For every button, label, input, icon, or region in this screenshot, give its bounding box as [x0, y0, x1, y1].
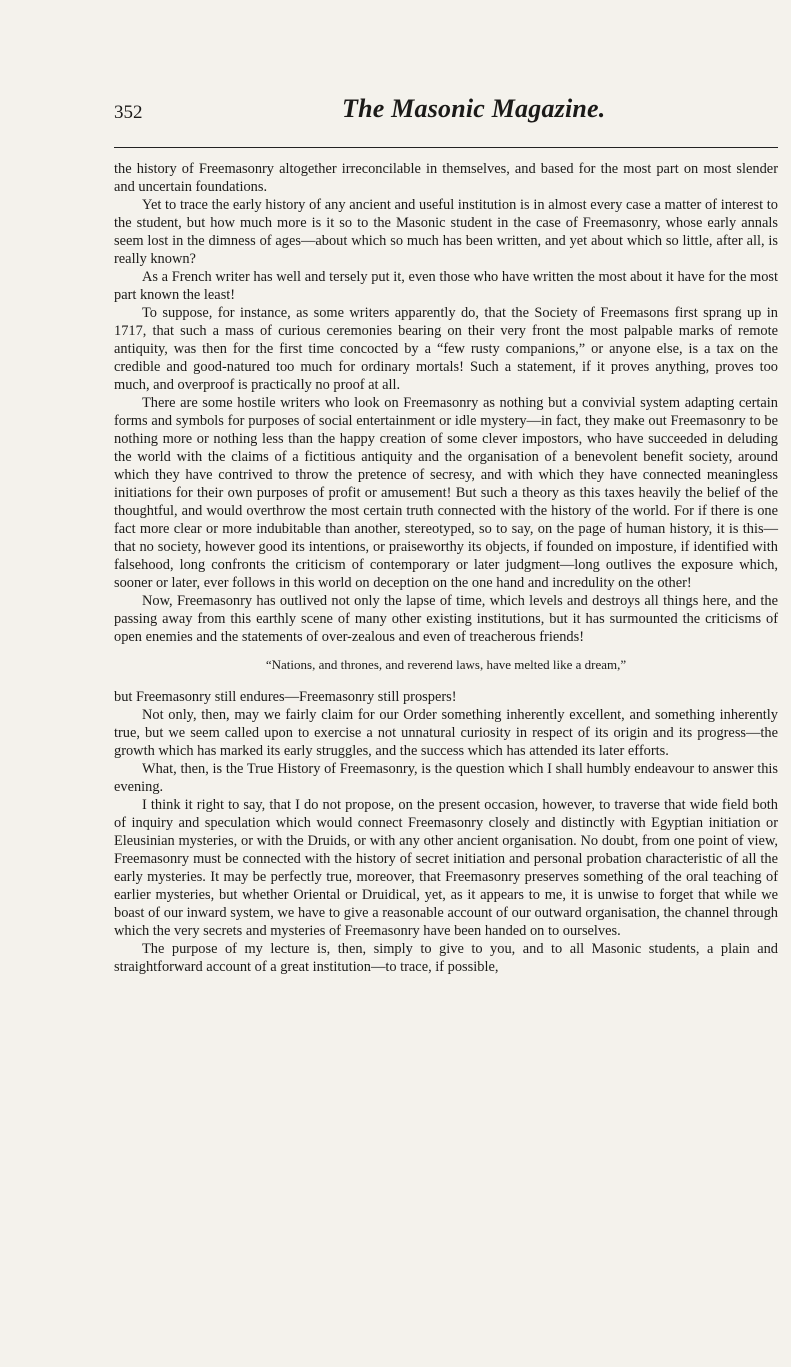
paragraph: I think it right to say, that I do not propose, on the present occasion, however, to traverse that wide field both of inquiry and speculation which would connect Freemasonry closely and distinctly with Egyptian initiation or Eleusinian mysteries, or with the Druids, or with any other ancient organisation. No doubt, from one point of view, Freemasonry must be connected with the history of secret initiation and personal probation characteristic of all the early mysteries. It may be perfectly true, moreover, that Freemasonry preserves something of the oral teaching of earlier mysteries, but whether Oriental or Druidical, yet, as it appears to me, it is unwise to forget that while we boast of our inward system, we have to give a reasonable account of our outward organisation, the channel through which the very secrets and mysteries of Freemasonry have been handed on to ourselves. [114, 797, 778, 939]
page-header [114, 94, 778, 134]
paragraph: To suppose, for instance, as some writers apparently do, that the Society of Freemasons first sprang up in 1717, that such a mass of curious ceremonies bearing on their very front the most palpable marks of remote antiquity, was then for the first time concocted by a “few rusty companions,” or anyone else, is a tax on the credible and good-natured too much for ordinary mortals! Such a statement, if it proves anything, proves too much, and overproof is practically no proof at all. [114, 305, 778, 393]
header-rule [114, 147, 778, 148]
page-number: 352 [114, 102, 143, 123]
article-body [114, 160, 778, 976]
paragraph: The purpose of my lecture is, then, simply to give to you, and to all Masonic students, a plain and straightforward account of a great institution—to trace, if possible, [114, 941, 778, 975]
paragraph: What, then, is the True History of Freemasonry, is the question which I shall humbly endeavour to answer this evening. [114, 761, 778, 795]
paragraph: Yet to trace the early history of any ancient and useful institution is in almost every case a matter of interest to the student, but how much more is it so to the Masonic student in the case of Freemasonry, whose early annals seem lost in the dimness of ages—about which so much has been written, and yet about which so little, after all, is really known? [114, 197, 778, 267]
paragraph: Not only, then, may we fairly claim for our Order something inherently excellent, and something inherently true, but we seem called upon to exercise a not unnatural curiosity in respect of its origin and its progress—the growth which has marked its early struggles, and the success which has attended its later efforts. [114, 707, 778, 759]
paragraph: the history of Freemasonry altogether irreconcilable in themselves, and based for the most part on most slender and uncertain foundations. [114, 161, 778, 195]
paragraph: Now, Freemasonry has outlived not only the lapse of time, which levels and destroys all things here, and the passing away from this earthly scene of many other existing institutions, but it has surmounted the criticisms of open enemies and the statements of over-zealous and even of treacherous friends! [114, 593, 778, 645]
poetry-quote: “Nations, and thrones, and reverend laws, have melted like a dream,” [265, 657, 627, 672]
paragraph: As a French writer has well and tersely put it, even those who have written the most about it have for the most part known the least! [114, 269, 778, 303]
running-title: The Masonic Magazine. [342, 94, 606, 123]
paragraph: There are some hostile writers who look on Freemasonry as nothing but a convivial system adapting certain forms and symbols for purposes of social entertainment or idle mystery—in fact, they make out Freemasonry to be nothing more or nothing less than the happy creation of some clever impostors, who have succeeded in deluding the world with the claims of a fictitious antiquity and the organisation of a benevolent benefit society, around which they have contrived to throw the pretence of secresy, and with which they have connected meaningless initiations for their own purposes of profit or amusement! But such a theory as this taxes heavily the belief of the thoughtful, and would overthrow the most certain truth connected with the history of the world. For if there is one fact more clear or more indubitable than another, stereotyped, so to say, on the page of human history, it is this—that no society, however good its intentions, or praiseworthy its objects, if founded on imposture, if identified with falsehood, long confronts the criticism of contemporary or later judgment—long outlives the exposure which, sooner or later, ever follows in this world on deception on the one hand and incredulity on the other! [114, 395, 778, 591]
paragraph: but Freemasonry still endures—Freemasonry still prospers! [114, 689, 457, 705]
